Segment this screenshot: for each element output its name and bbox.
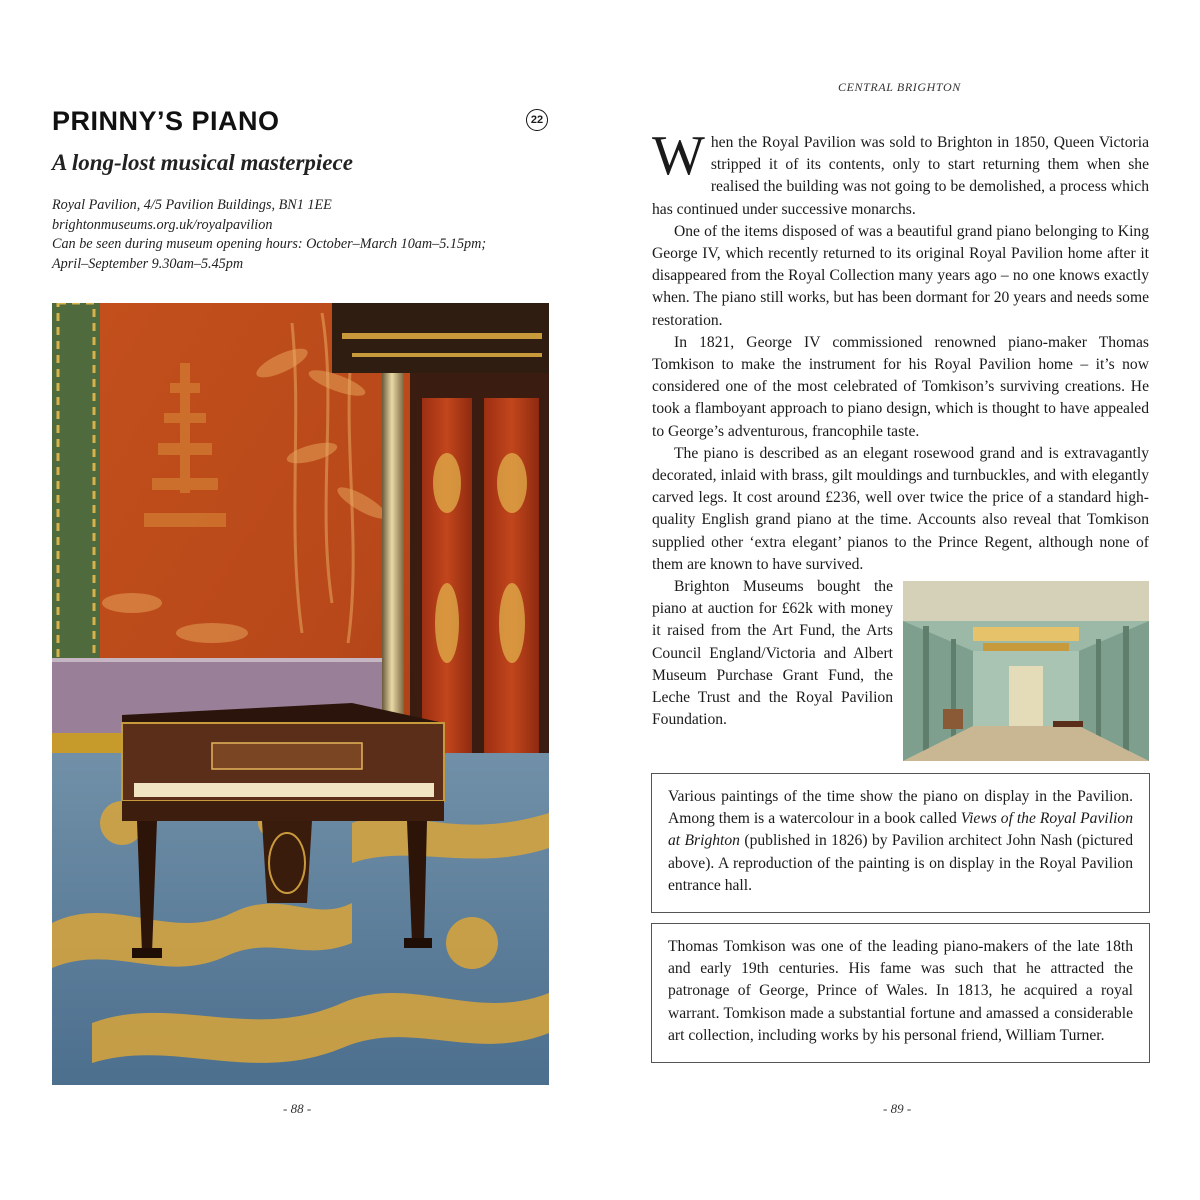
paragraph-2: One of the items disposed of was a beautiful grand piano belonging to King George IV, which recently returned to its original Royal Pavilion home after it disappeared from the Royal Collection many years ago – no one knows exactly when. The piano still works, but has been dormant for 20 years and needs some restoration. — [652, 222, 1149, 329]
page-number: - 88 - — [283, 1101, 312, 1116]
paragraph-1: When the Royal Pavilion was sold to Brighton in 1850, Queen Victoria stripped it of its contents, only to start returning them when she realised the building was not going to be demolished, a process which has continued under successive monarchs. — [652, 125, 1149, 218]
right-page — [600, 0, 1200, 1200]
entry-number-badge: 22 — [526, 109, 548, 131]
page-subtitle: A long-lost musical masterpiece — [52, 150, 353, 175]
piano-photo — [52, 303, 549, 1085]
sidebar-box-paintings: Various paintings of the time show the piano on display in the Pavilion. Among them is a watercolour in a book called Views of the Royal Pavilion at Brighton (published in 1826) by Pavilion architect John Nash (pictured above). A reproduction of the painting is on display in the Royal Pavilion entrance hall. — [651, 773, 1150, 913]
website-line: brightonmuseums.org.uk/royalpavilion — [52, 216, 273, 233]
paragraph-5: Brighton Museums bought the piano at auction for £62k with money it raised from the Art Fund, the Arts Council England/Victoria and Albert Museum Purchase Grant Fund, the Leche Trust and the Royal Pavilion Foundation. — [652, 578, 893, 729]
drop-cap: W — [652, 125, 705, 187]
watercolour-illustration — [903, 581, 1149, 761]
page-number: - 89 - — [883, 1101, 912, 1116]
opening-hours-line: Can be seen during museum opening hours: October–March 10am–5.15pm; — [52, 236, 487, 252]
book-title: Views of the Royal Pavilion at Brighton — [668, 810, 1133, 850]
address-line: Royal Pavilion, 4/5 Pavilion Buildings, BN1 1EE — [52, 197, 332, 213]
page-title: PRINNY’S PIANO — [52, 106, 280, 136]
running-head: CENTRAL BRIGHTON — [838, 80, 961, 94]
opening-hours-line-2: April–September 9.30am–5.45pm — [52, 255, 244, 272]
article-body — [652, 125, 1149, 761]
paragraph-3: In 1821, George IV commissioned renowned piano-maker Thomas Tomkison to make the instrument for his Royal Pavilion home – it’s now considered one of the most celebrated of Tomkison’s surviving creations. He took a flamboyant approach to piano design, which is thought to have appealed to George’s adventurous, francophile taste. — [652, 333, 1149, 440]
visitor-info — [52, 196, 572, 274]
paragraph-4: The piano is described as an elegant rosewood grand and is extravagantly decorated, inlaid with brass, gilt mouldings and turnbuckles, and with elegantly carved legs. It cost around £236, well over twice the price of a standard high-quality English grand piano at the time. Accounts also reveal that Tomkison supplied other ‘extra elegant’ pianos to the Prince Regent, although none of them are known to have survived. — [652, 444, 1149, 573]
sidebar-box-tomkison: Thomas Tomkison was one of the leading piano-makers of the late 18th and early 19th centuries. His fame was such that he attracted the patronage of George, Prince of Wales. In 1813, he acquired a royal warrant. Tomkison made a substantial fortune and amassed a considerable art collection, including works by his personal friend, William Turner. — [651, 923, 1150, 1063]
